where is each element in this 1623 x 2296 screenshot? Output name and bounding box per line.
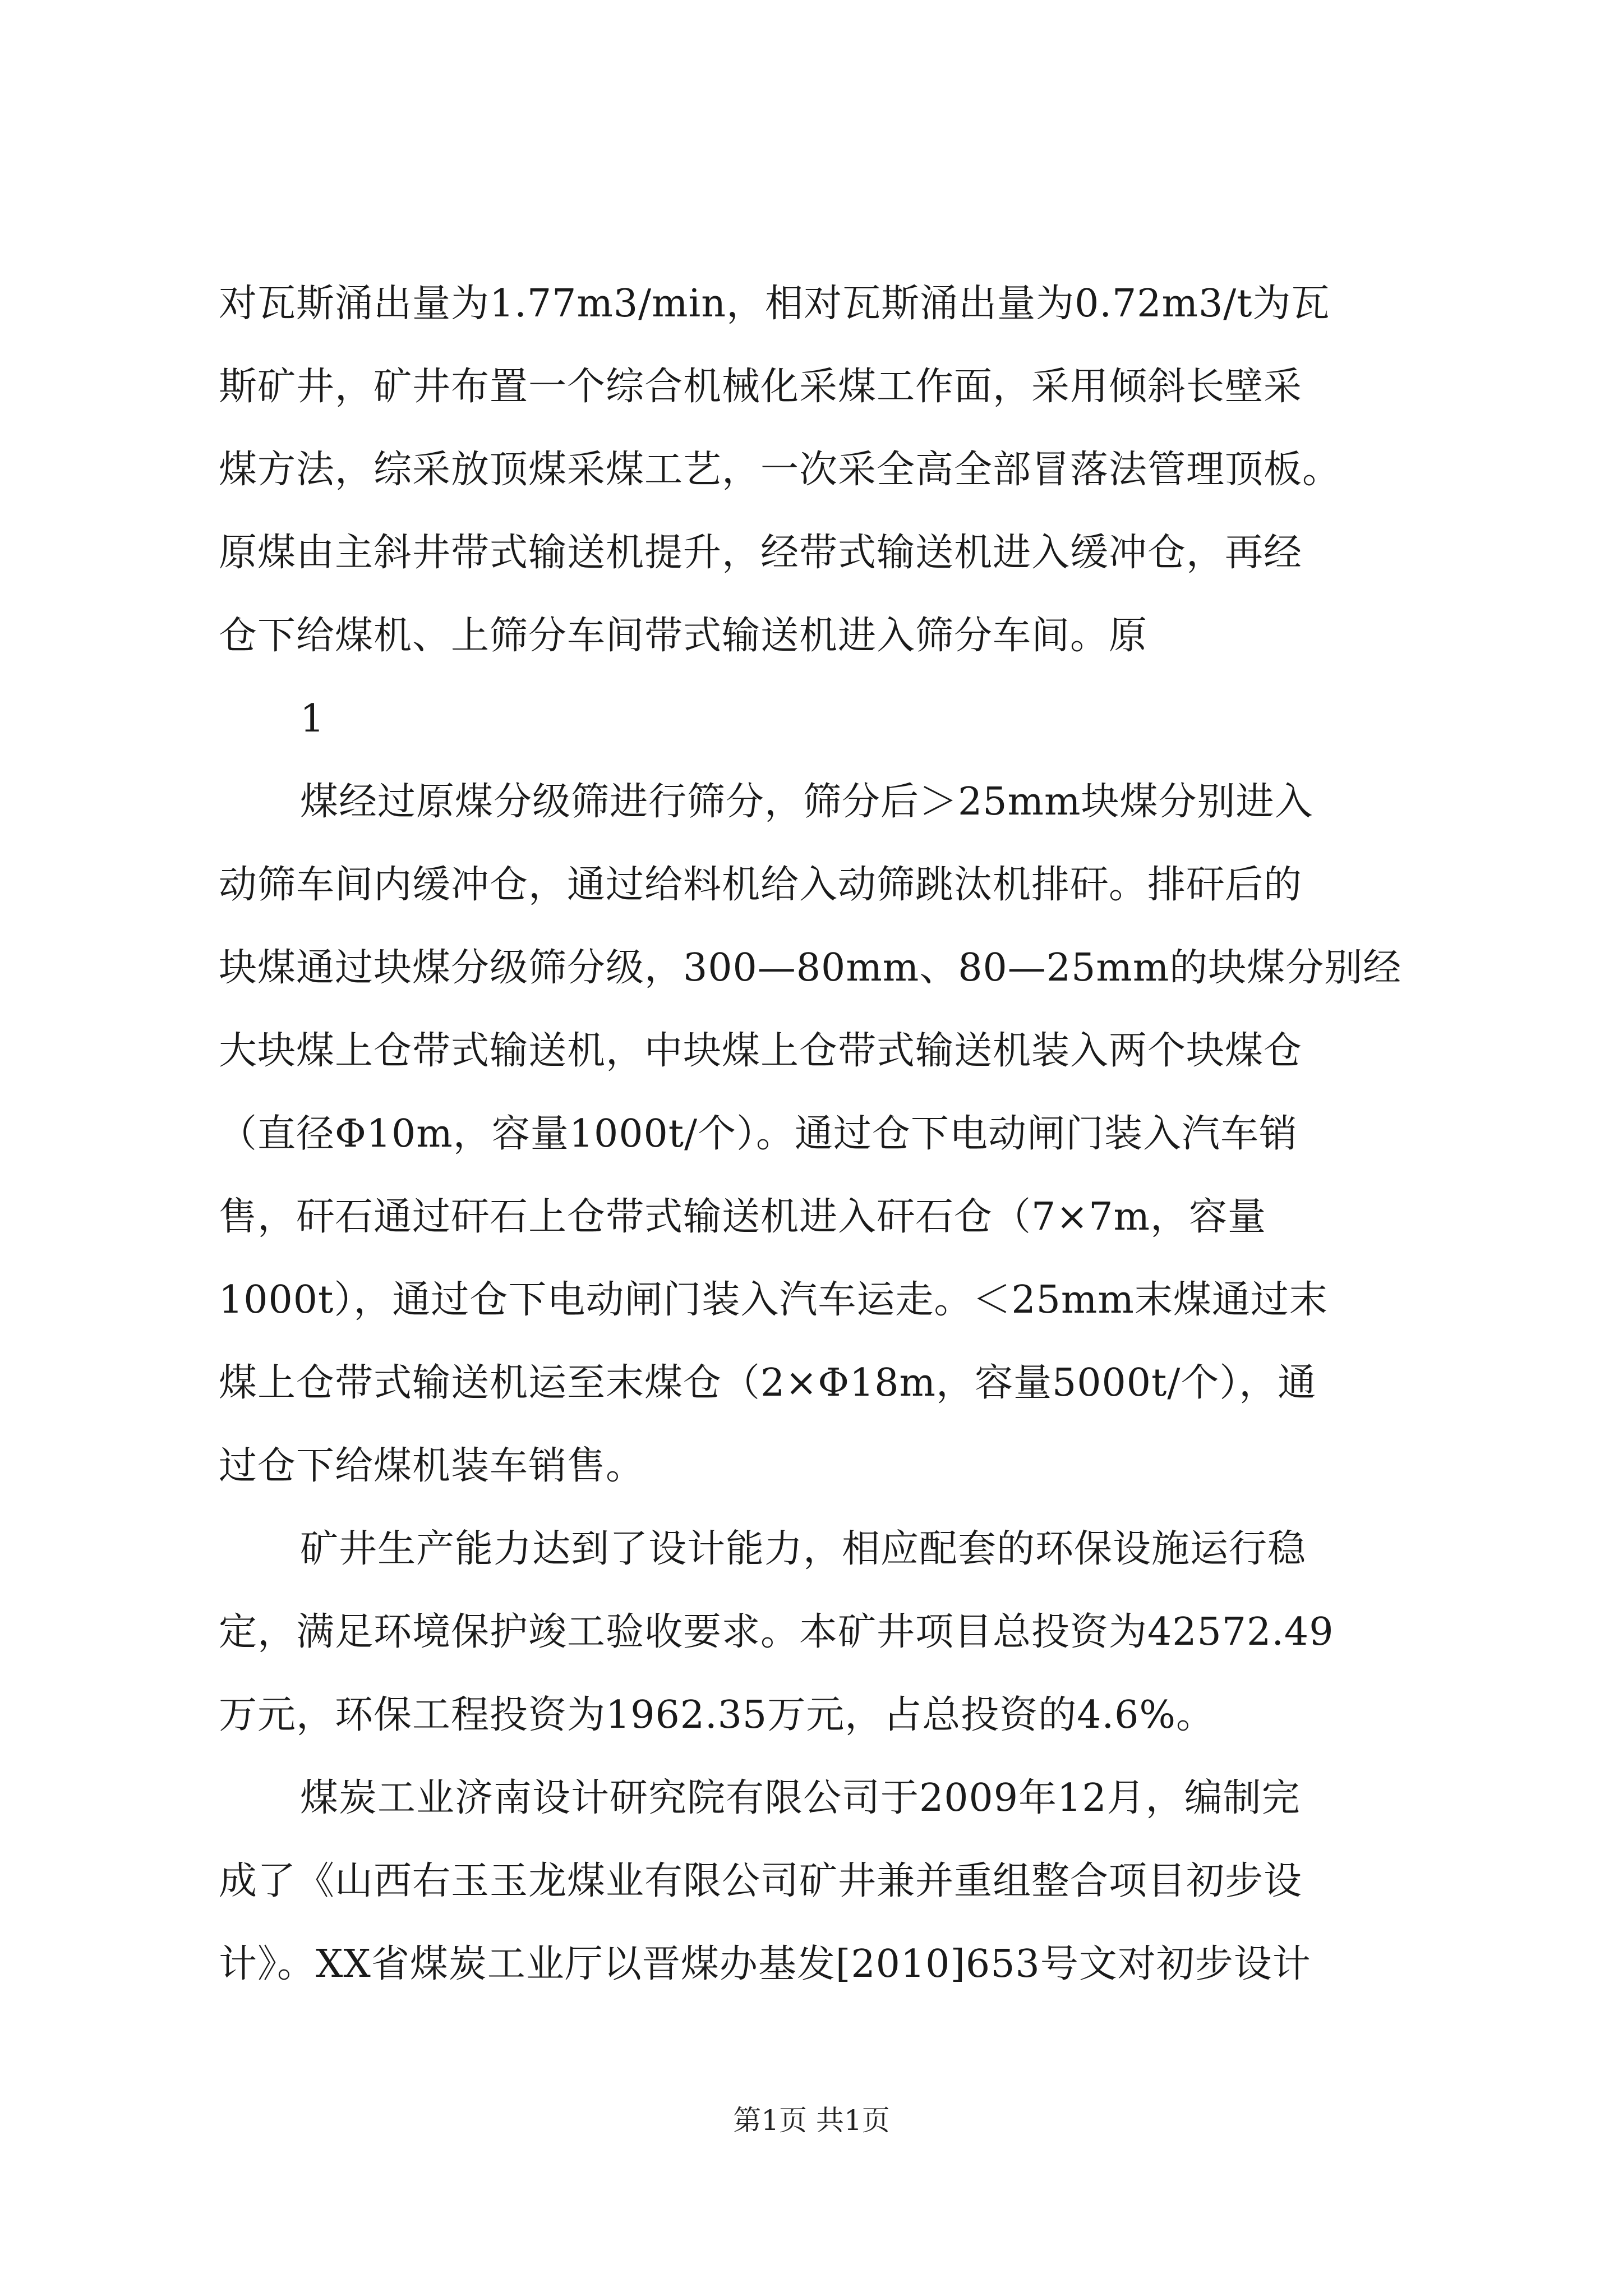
- text-line: （直径Φ10m，容量1000t/个）。通过仓下电动闸门装入汽车销: [219, 1112, 1298, 1156]
- paragraph-start-line: 煤炭工业济南设计研究院有限公司于2009年12月，编制完: [300, 1776, 1301, 1820]
- page-footer: 第1页 共1页: [733, 2104, 890, 2137]
- text-line: 煤方法，综采放顶煤采煤工艺，一次采全高全部冒落法管理顶板。: [219, 448, 1341, 492]
- text-line: 对瓦斯涌出量为1.77m3/min，相对瓦斯涌出量为0.72m3/t为瓦: [219, 282, 1330, 326]
- body-text: [219, 263, 1424, 2006]
- text-line: 万元，环保工程投资为1962.35万元，占总投资的4.6%。: [219, 1693, 1215, 1737]
- text-line: 大块煤上仓带式输送机，中块煤上仓带式输送机装入两个块煤仓: [219, 1029, 1303, 1073]
- text-line: 仓下给煤机、上筛分车间带式输送机进入筛分车间。原: [219, 614, 1148, 658]
- text-line: 块煤通过块煤分级筛分级，300—80mm、80—25mm的块煤分别经: [219, 946, 1402, 990]
- inline-page-number: 1: [300, 697, 325, 741]
- text-line: 1000t），通过仓下电动闸门装入汽车运走。＜25mm末煤通过末: [219, 1278, 1328, 1322]
- paragraph-start-line: 煤经过原煤分级筛进行筛分，筛分后＞25mm块煤分别进入: [300, 780, 1313, 824]
- text-line: 原煤由主斜井带式输送机提升，经带式输送机进入缓冲仓，再经: [219, 531, 1303, 575]
- text-line: 煤上仓带式输送机运至末煤仓（2×Φ18m，容量5000t/个），通: [219, 1361, 1317, 1405]
- text-line: 斯矿井，矿井布置一个综合机械化采煤工作面，采用倾斜长壁采: [219, 365, 1303, 409]
- paragraph-start-line: 矿井生产能力达到了设计能力，相应配套的环保设施运行稳: [300, 1527, 1307, 1571]
- text-line: 成了《山西右玉玉龙煤业有限公司矿井兼并重组整合项目初步设: [219, 1859, 1303, 1903]
- text-line: 过仓下给煤机装车销售。: [219, 1444, 645, 1488]
- text-line: 定，满足环境保护竣工验收要求。本矿井项目总投资为42572.49: [219, 1610, 1334, 1654]
- text-line: 售，矸石通过矸石上仓带式输送机进入矸石仓（7×7m，容量: [219, 1195, 1266, 1239]
- text-line: 计》。XX省煤炭工业厅以晋煤办基发[2010]653号文对初步设计: [219, 1942, 1311, 1986]
- text-line: 动筛车间内缓冲仓，通过给料机给入动筛跳汰机排矸。排矸后的: [219, 863, 1303, 907]
